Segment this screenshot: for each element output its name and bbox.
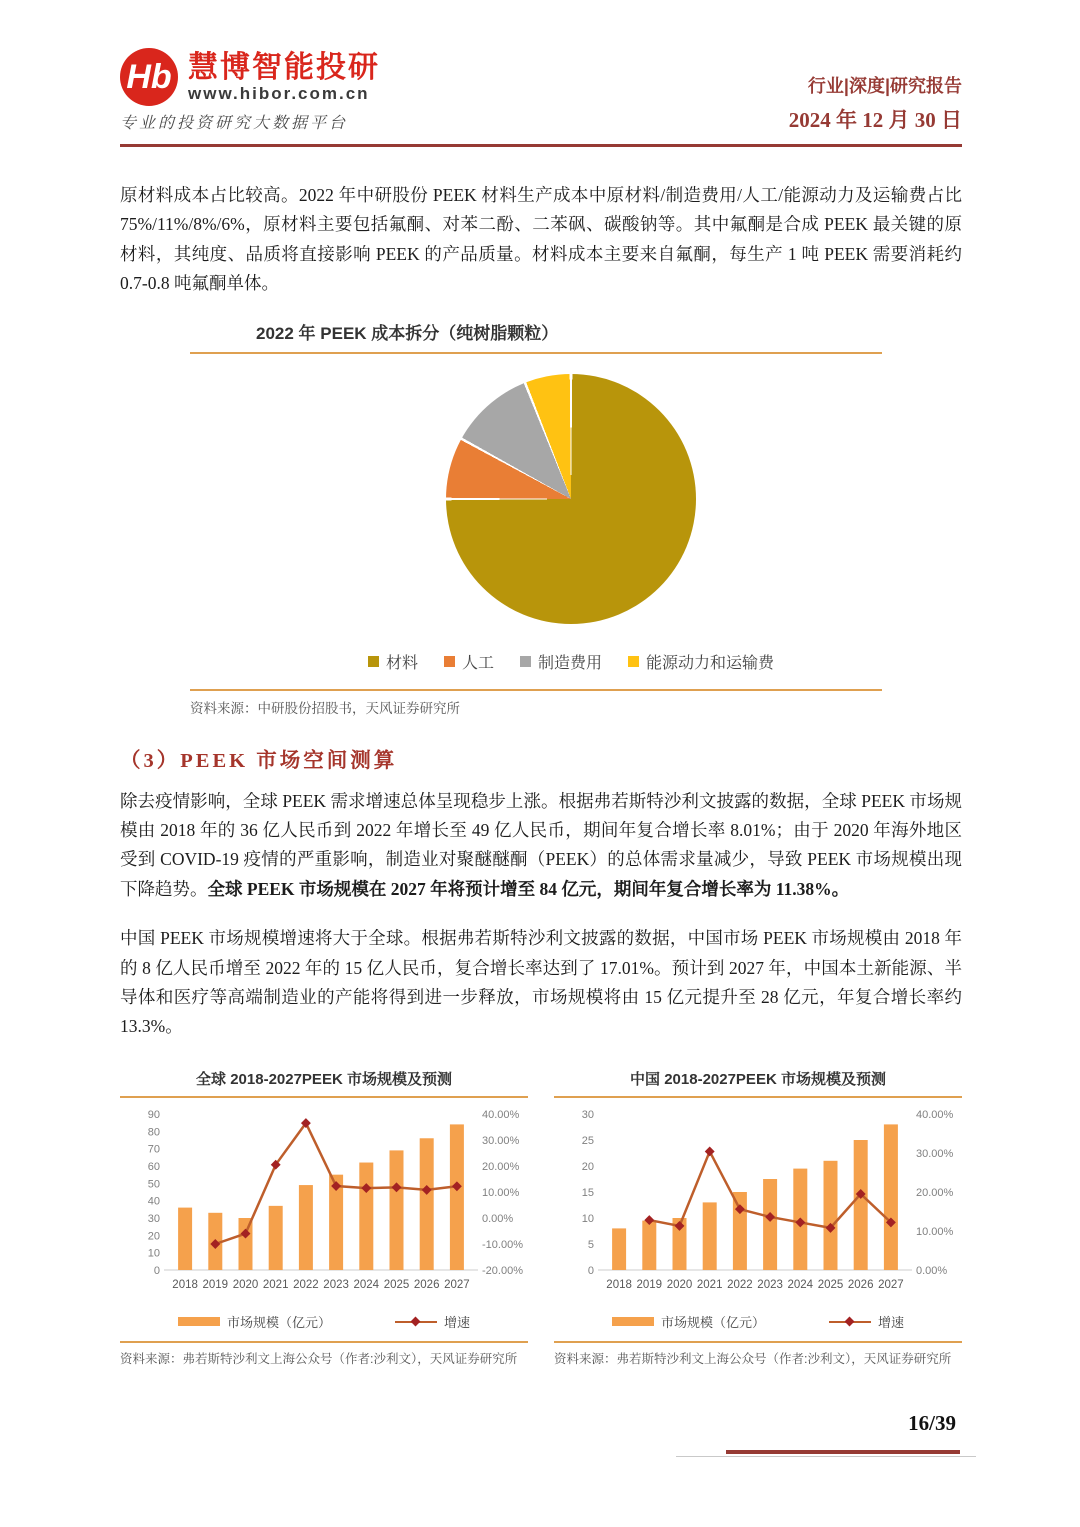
svg-text:30: 30 — [581, 1108, 594, 1121]
footer-red-rule — [726, 1450, 960, 1454]
svg-text:20.00%: 20.00% — [482, 1160, 520, 1173]
svg-text:2021: 2021 — [696, 1278, 723, 1291]
line-swatch — [829, 1317, 871, 1326]
svg-text:0: 0 — [153, 1264, 160, 1277]
svg-text:40: 40 — [147, 1195, 160, 1208]
svg-text:2019: 2019 — [636, 1278, 663, 1291]
svg-text:2019: 2019 — [202, 1278, 229, 1291]
svg-text:10.00%: 10.00% — [482, 1186, 520, 1199]
pie-chart-block — [190, 319, 882, 717]
svg-text:80: 80 — [147, 1126, 160, 1139]
svg-text:2025: 2025 — [383, 1278, 410, 1291]
legend-label: 材料 — [386, 654, 419, 672]
svg-text:2022: 2022 — [727, 1278, 753, 1291]
svg-text:2020: 2020 — [232, 1278, 259, 1291]
brand-name: 慧博智能投研 — [188, 50, 380, 84]
paragraph-china-market: 中国 PEEK 市场规模增速将大于全球。根据弗若斯特沙利文披露的数据，中国市场 PEEK 市场规模由 2018 年的 8 亿人民币增至 2022 年的 15 亿人民币，复合增长率达到了 17.01%。预计到 2027 年，中国本土新能源、半导体和医疗等高端制造业的产能将得到进一步释放，市场规模将由 15 亿元提升至 28 亿元，年复合增长率约 13.3%。 — [120, 928, 962, 1037]
brand-tagline: 专业的投资研究大数据平台 — [120, 115, 349, 132]
svg-text:0.00%: 0.00% — [916, 1264, 948, 1277]
report-type-label: 行业|深度|研究报告 — [807, 76, 962, 96]
svg-text:40.00%: 40.00% — [482, 1108, 520, 1121]
pie-chart-title: 2022 年 PEEK 成本拆分（纯树脂颗粒） — [256, 323, 559, 343]
legend-item-labor — [444, 650, 494, 673]
footer-gray-rule — [676, 1456, 976, 1457]
paragraph-cost-structure: 原材料成本占比较高。2022 年中研股份 PEEK 材料生产成本中原材料/制造费用/人工/能源动力及运输费占比 75%/11%/8%/6%，原材料主要包括氟酮、对苯二酚、二苯砜、碳酸钠等。其中氟酮是合成 PEEK 最关键的原材料，其纯度、品质将直接影响 PEEK 的产品质量。材料成本主要来自氟酮，每生产 1 吨 PEEK 需要消耗约 0.7-0.8 吨氟酮单体。 — [120, 185, 962, 294]
svg-text:90: 90 — [147, 1108, 160, 1121]
chart-legend-china — [554, 1312, 962, 1331]
line-swatch — [395, 1317, 437, 1326]
legend-item-manufacturing — [520, 650, 602, 673]
paragraph-global-market — [120, 787, 962, 905]
legend-swatch — [368, 656, 379, 667]
svg-text:2021: 2021 — [262, 1278, 289, 1291]
svg-text:15: 15 — [581, 1186, 594, 1199]
svg-text:25: 25 — [581, 1134, 594, 1147]
report-date: 2024 年 12 月 30 日 — [788, 108, 962, 132]
bar-swatch — [178, 1317, 220, 1326]
svg-text:2020: 2020 — [666, 1278, 693, 1291]
chart-title-china: 中国 2018-2027PEEK 市场规模及预测 — [630, 1070, 886, 1088]
svg-text:10: 10 — [581, 1212, 594, 1225]
svg-text:2018: 2018 — [172, 1278, 198, 1291]
svg-text:30: 30 — [147, 1212, 160, 1225]
china-market-bar-line-chart — [554, 1098, 962, 1310]
chart-source-china: 资料来源：弗若斯特沙利文上海公众号（作者:沙利文），天风证券研究所 — [554, 1351, 952, 1366]
brand-block — [120, 48, 380, 133]
svg-text:30.00%: 30.00% — [482, 1134, 520, 1147]
divider — [120, 1341, 528, 1343]
legend-item-market-size — [178, 1312, 331, 1331]
legend-label: 增速 — [444, 1314, 471, 1330]
chart-source-global: 资料来源：弗若斯特沙利文上海公众号（作者:沙利文），天风证券研究所 — [120, 1351, 518, 1366]
chart-legend-global — [120, 1312, 528, 1331]
svg-text:70: 70 — [147, 1143, 160, 1156]
svg-text:-10.00%: -10.00% — [482, 1238, 523, 1251]
legend-swatch — [520, 656, 531, 667]
svg-text:10.00%: 10.00% — [916, 1225, 954, 1238]
svg-text:2026: 2026 — [413, 1278, 440, 1291]
peek-cost-pie-chart — [446, 374, 696, 624]
legend-item-energy — [628, 650, 774, 673]
legend-item-growth-rate — [395, 1312, 470, 1331]
global-market-chart-card — [120, 1068, 528, 1367]
svg-text:2027: 2027 — [878, 1278, 904, 1291]
svg-text:2018: 2018 — [606, 1278, 632, 1291]
china-market-chart-card — [554, 1068, 962, 1367]
svg-text:10: 10 — [147, 1247, 160, 1260]
svg-text:20.00%: 20.00% — [916, 1186, 954, 1199]
paragraph-global-market-forecast: 全球 PEEK 市场规模在 2027 年将预计增至 84 亿元，期间年复合增长率为 11.38%。 — [207, 878, 850, 899]
legend-item-market-size — [612, 1312, 765, 1331]
legend-label: 人工 — [462, 654, 495, 672]
legend-item-growth-rate — [829, 1312, 904, 1331]
svg-text:0: 0 — [587, 1264, 594, 1277]
svg-text:2023: 2023 — [757, 1278, 783, 1291]
chart-title-global: 全球 2018-2027PEEK 市场规模及预测 — [196, 1070, 452, 1088]
legend-swatch — [628, 656, 639, 667]
legend-label: 能源动力和运输费 — [646, 654, 775, 672]
svg-text:2026: 2026 — [847, 1278, 874, 1291]
divider — [190, 352, 882, 354]
report-meta — [789, 48, 962, 134]
hibor-logo-icon: Hb — [120, 48, 178, 106]
svg-text:2024: 2024 — [353, 1278, 380, 1291]
divider — [554, 1341, 962, 1343]
legend-label: 市场规模（亿元） — [660, 1314, 765, 1330]
svg-text:2024: 2024 — [787, 1278, 814, 1291]
svg-text:5: 5 — [587, 1238, 594, 1251]
svg-text:20: 20 — [147, 1230, 160, 1243]
charts-row — [120, 1068, 962, 1367]
svg-text:-20.00%: -20.00% — [482, 1264, 523, 1277]
svg-text:60: 60 — [147, 1160, 160, 1173]
global-market-bar-line-chart — [120, 1098, 528, 1310]
svg-text:0.00%: 0.00% — [482, 1212, 514, 1225]
footer-rules — [120, 1450, 962, 1462]
svg-text:30.00%: 30.00% — [916, 1147, 954, 1160]
svg-text:40.00%: 40.00% — [916, 1108, 954, 1121]
divider — [190, 689, 882, 691]
bar-swatch — [612, 1317, 654, 1326]
legend-label: 制造费用 — [538, 654, 603, 672]
svg-text:2025: 2025 — [817, 1278, 844, 1291]
paragraph-global-market-text: 除去疫情影响，全球 PEEK 需求增速总体呈现稳步上涨。根据弗若斯特沙利文披露的数据，全球 PEEK 市场规模由 2018 年的 36 亿人民币到 2022 年增长至 49 亿人民币，期间年复合增长率 8.01%；由于 2020 年海外地区受到 COVID-19 疫情的严重影响，制造业对聚醚醚酮（PEEK）的总体需求量减少，导致 PEEK 市场规模出现下降趋势。 — [120, 790, 962, 899]
pie-legend — [368, 650, 882, 673]
page-number: 16/39 — [908, 1410, 956, 1435]
svg-text:2023: 2023 — [323, 1278, 349, 1291]
legend-item-material — [368, 650, 418, 673]
legend-label: 市场规模（亿元） — [226, 1314, 331, 1330]
legend-swatch — [444, 656, 455, 667]
brand-url[interactable]: www.hibor.com.cn — [188, 83, 370, 103]
svg-text:50: 50 — [147, 1178, 160, 1191]
report-header — [120, 48, 962, 147]
svg-text:2022: 2022 — [293, 1278, 319, 1291]
section-heading: （3）PEEK 市场空间测算 — [120, 749, 398, 772]
legend-label: 增速 — [878, 1314, 905, 1330]
pie-source-note: 资料来源：中研股份招股书，天风证券研究所 — [190, 700, 460, 716]
svg-text:20: 20 — [581, 1160, 594, 1173]
svg-text:2027: 2027 — [444, 1278, 470, 1291]
